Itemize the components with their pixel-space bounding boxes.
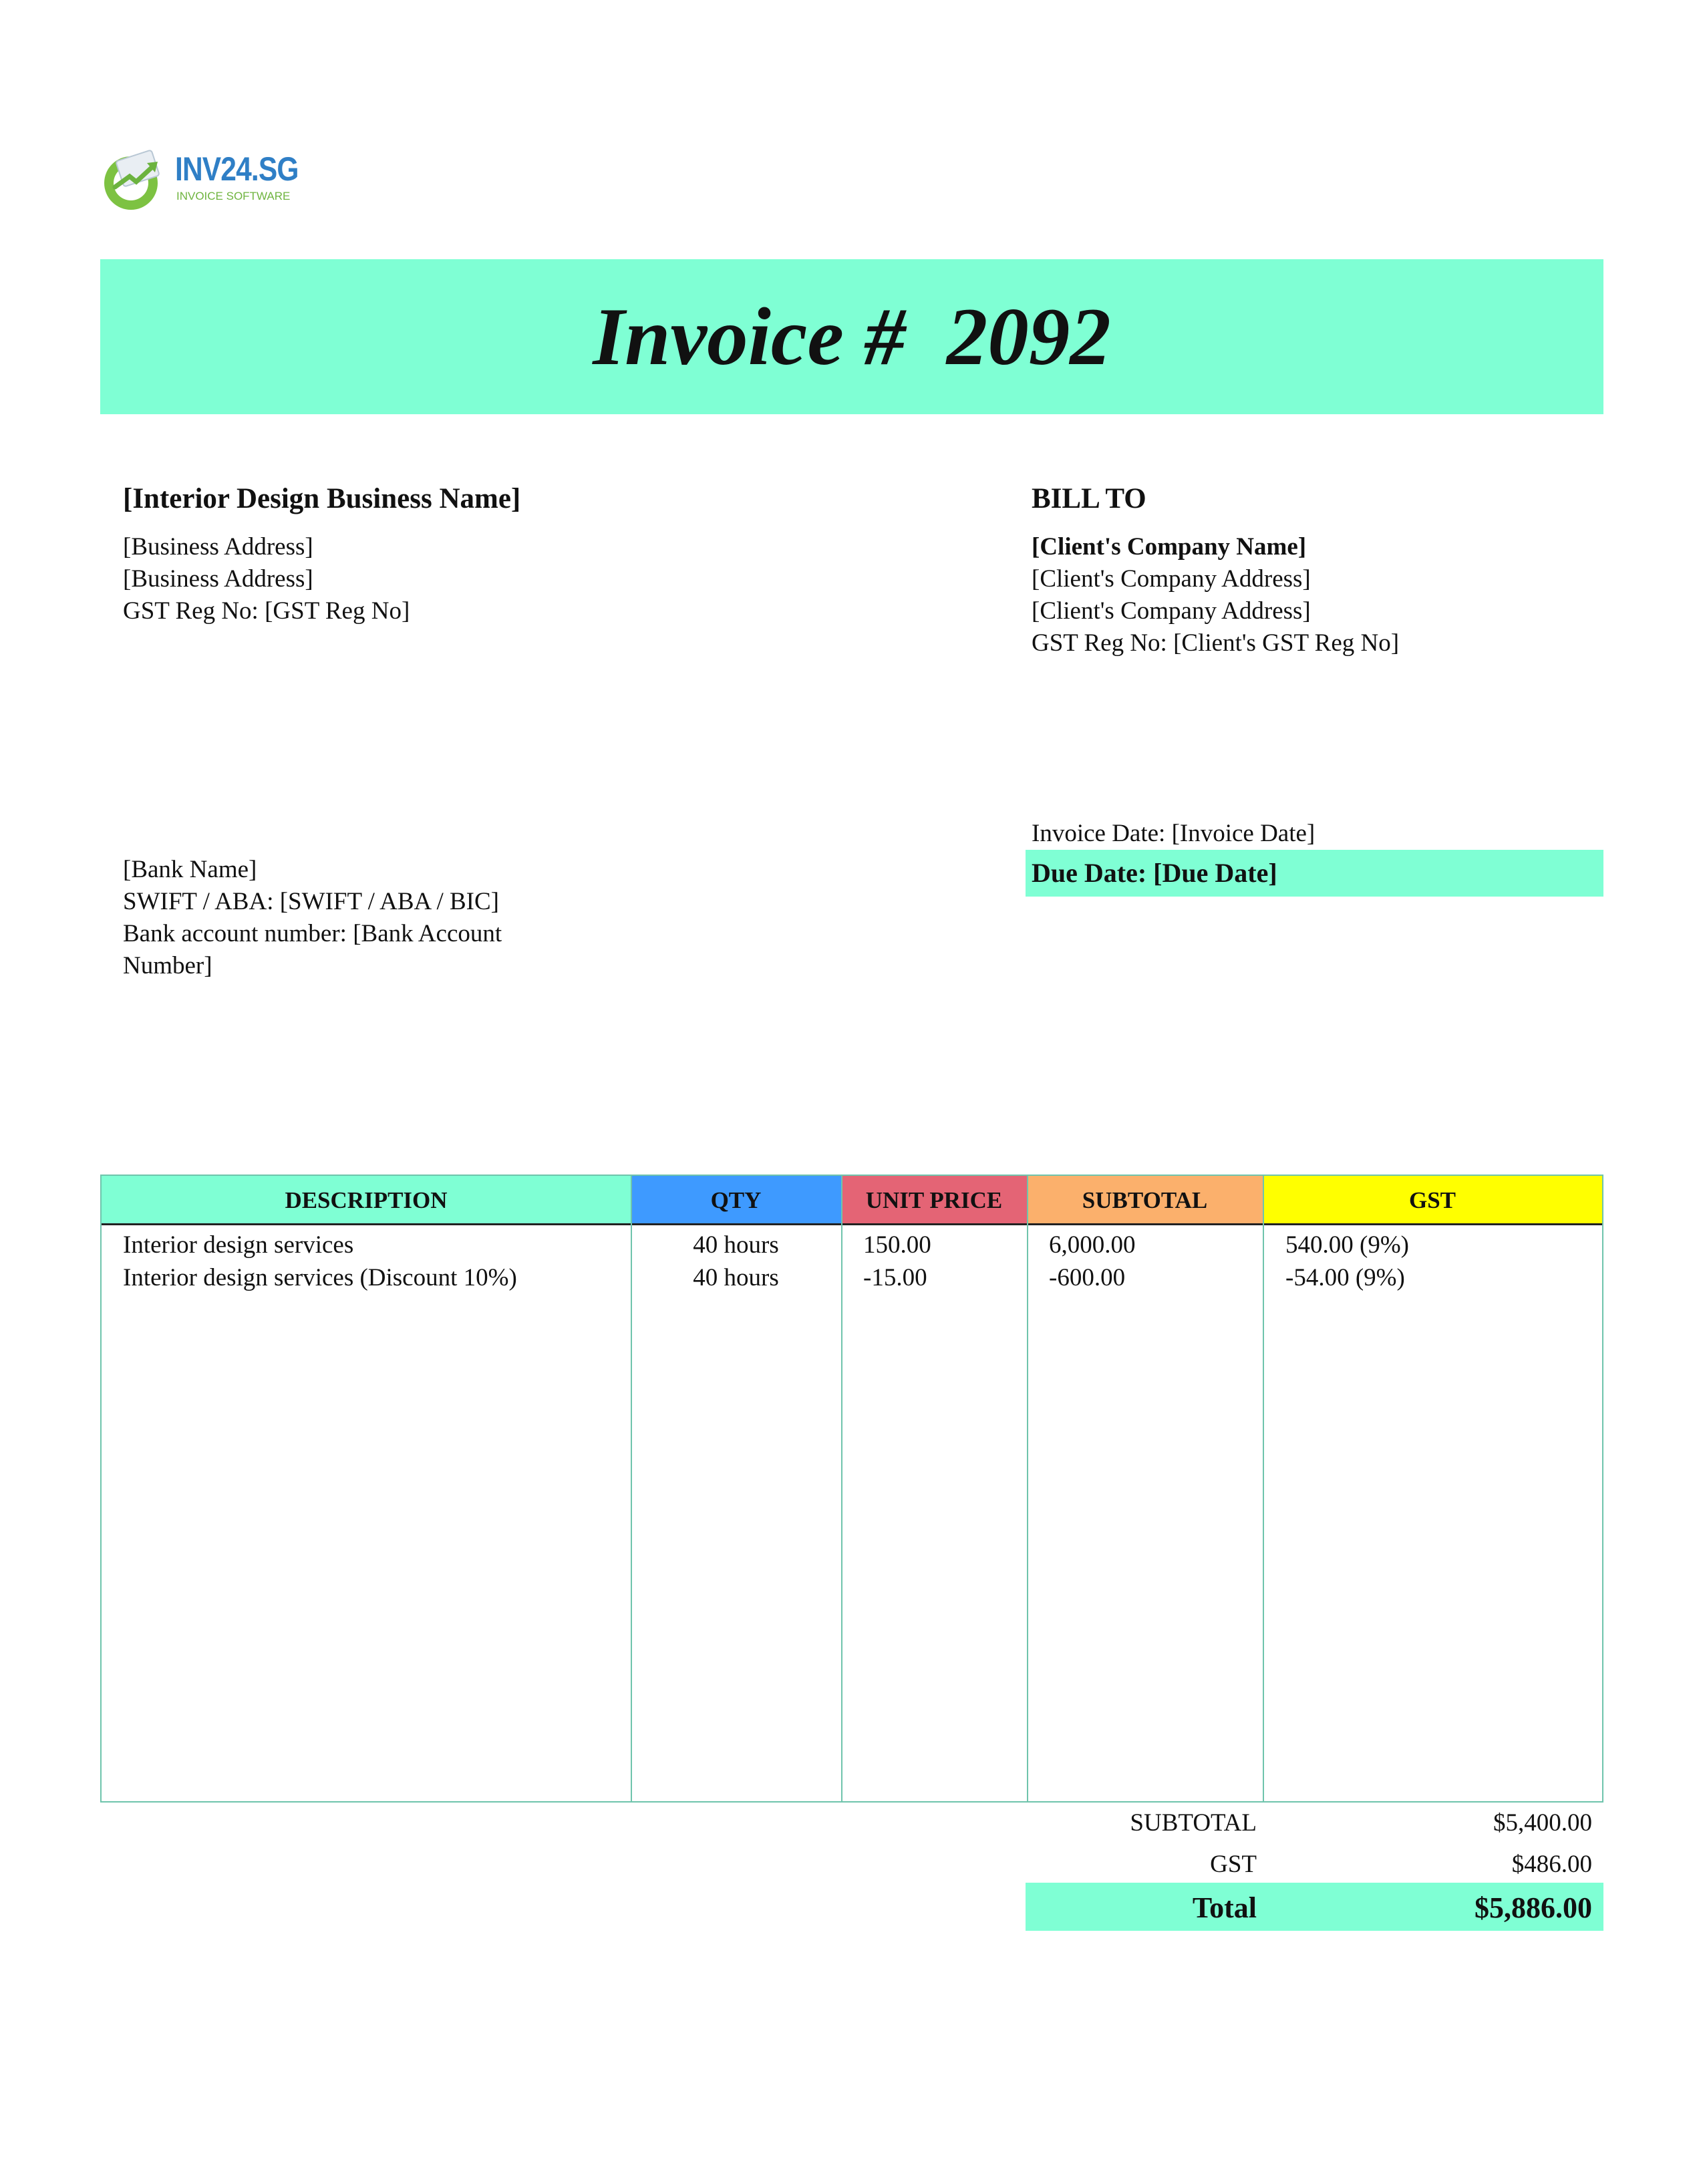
due-date-band: [1026, 850, 1603, 897]
business-name: [Interior Design Business Name]: [123, 483, 521, 514]
invoice-title: Invoice # 2092: [593, 291, 1111, 382]
gst-total-value: $486.00: [1511, 1851, 1592, 1878]
due-date: Due Date: [Due Date]: [1032, 858, 1277, 888]
row-2-description: Interior design services (Discount 10%): [123, 1264, 517, 1291]
business-details: [123, 531, 410, 627]
row-1-unit-price: 150.00: [863, 1231, 931, 1259]
bank-details: [123, 854, 502, 982]
grand-total-band: [1026, 1883, 1603, 1931]
title-banner: [100, 259, 1603, 414]
row-1-gst: 540.00 (9%): [1285, 1231, 1409, 1259]
logo-mark-icon: [100, 146, 167, 212]
row-2-gst: -54.00 (9%): [1285, 1264, 1405, 1291]
gst-total-label: GST: [1210, 1851, 1257, 1878]
bank-name: [Bank Name]: [123, 856, 257, 883]
client-company-name: [Client's Company Name]: [1032, 533, 1307, 561]
row-2-qty: 40 hours: [693, 1264, 779, 1291]
header-subtotal: SUBTOTAL: [1027, 1176, 1263, 1225]
business-gst-reg: GST Reg No: [GST Reg No]: [123, 597, 410, 625]
subtotal-value: $5,400.00: [1493, 1809, 1592, 1837]
row-2-subtotal: -600.00: [1049, 1264, 1126, 1291]
business-address-1: [Business Address]: [123, 533, 313, 561]
column-divider: [1263, 1176, 1264, 1801]
bank-account-line-1: Bank account number: [Bank Account: [123, 920, 502, 947]
client-address-2: [Client's Company Address]: [1032, 597, 1311, 625]
logo-tagline: INVOICE SOFTWARE: [176, 190, 291, 202]
row-1-description: Interior design services: [123, 1231, 354, 1259]
header-qty: QTY: [631, 1176, 841, 1225]
header-description: DESCRIPTION: [102, 1176, 631, 1225]
row-1-subtotal: 6,000.00: [1049, 1231, 1136, 1259]
row-1-qty: 40 hours: [693, 1231, 779, 1259]
client-gst-reg: GST Reg No: [Client's GST Reg No]: [1032, 629, 1400, 657]
logo-name: INV24.SG: [175, 150, 299, 188]
header-unit-price: UNIT PRICE: [841, 1176, 1027, 1225]
column-divider: [841, 1176, 842, 1801]
client-address-1: [Client's Company Address]: [1032, 565, 1311, 593]
grand-total-value: $5,886.00: [1475, 1891, 1592, 1924]
company-logo: [100, 146, 314, 212]
header-gst: GST: [1263, 1176, 1602, 1225]
invoice-date: Invoice Date: [Invoice Date]: [1032, 820, 1315, 847]
column-divider: [1027, 1176, 1028, 1801]
bill-to-details: [1032, 531, 1399, 659]
subtotal-label: SUBTOTAL: [1130, 1809, 1257, 1837]
bill-to-heading: BILL TO: [1032, 483, 1146, 514]
bank-swift: SWIFT / ABA: [SWIFT / ABA / BIC]: [123, 888, 499, 915]
business-address-2: [Business Address]: [123, 565, 313, 593]
grand-total-label: Total: [1192, 1891, 1257, 1924]
line-items-table: [100, 1175, 1603, 1803]
row-2-unit-price: -15.00: [863, 1264, 927, 1291]
bank-account-line-2: Number]: [123, 952, 212, 979]
